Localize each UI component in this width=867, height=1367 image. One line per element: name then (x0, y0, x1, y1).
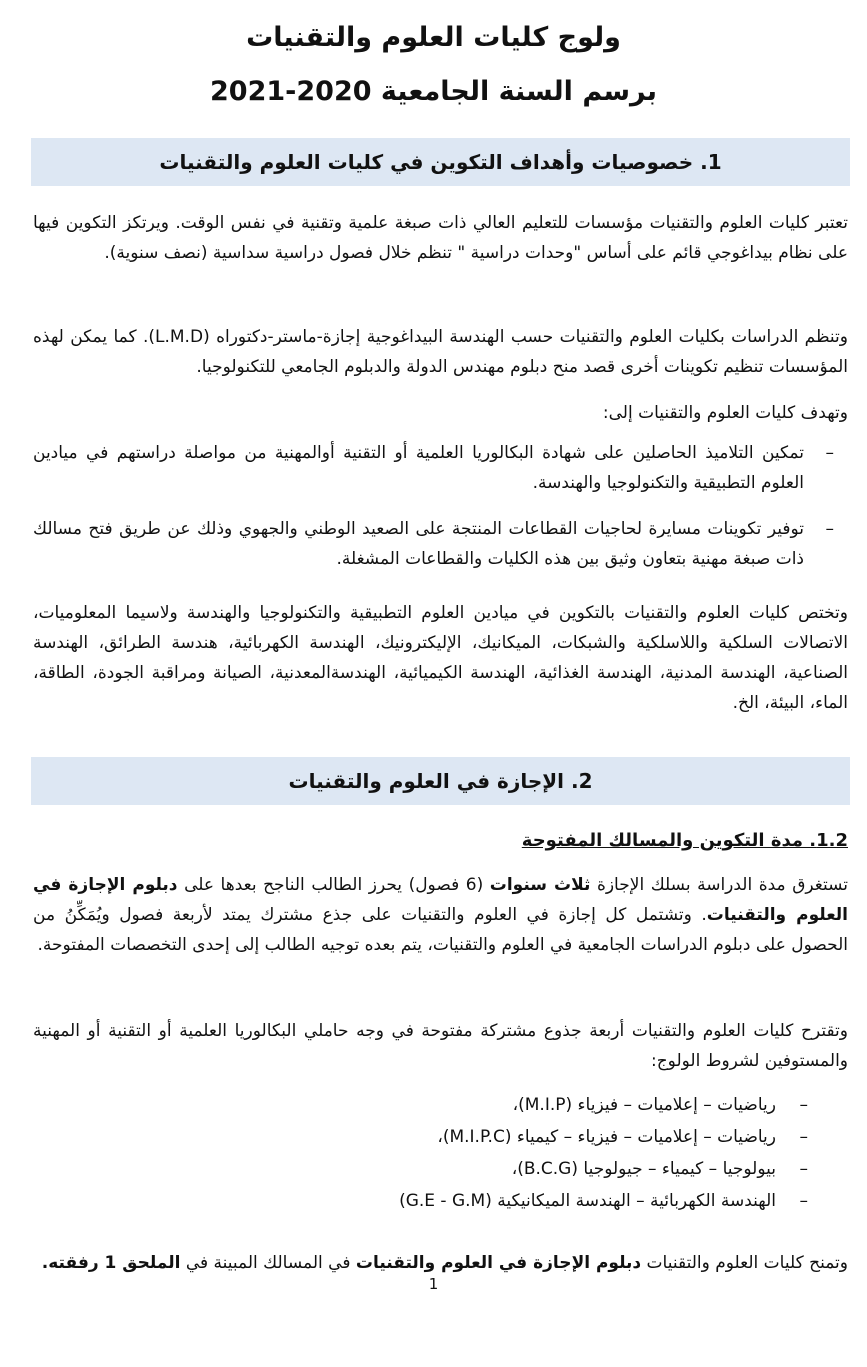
section-2-heading: 2. الإجازة في العلوم والتقنيات (31, 757, 850, 805)
section-2-paragraph-2: وتقترح كليات العلوم والتقنيات أربعة جذوع مشتركة مفتوحة في وجه حاملي البكالوريا العلمية أو التقنية أو المهنية والمستوفين لشروط الولوج: (33, 1021, 848, 1071)
goals-list (33, 438, 848, 590)
goal-text: تمكين التلاميذ الحاصلين على شهادة البكالوريا العلمية أو التقنية أوالمهنية من مواصلة دراستهم في ميادين العلوم التطبيقية والتكنولوجيا والهندسة. (33, 443, 804, 493)
list-item (33, 1186, 848, 1216)
section-1-paragraph-4: وتختص كليات العلوم والتقنيات بالتكوين في ميادين العلوم التطبيقية والتكنولوجيا والهندسة ولاسيما المعلوميات، الاتصالات السلكية واللاسلكية والشبكات، الميكانيك، الإليكترونيك، الهندسة الكهربائية، هندسة الطرائق، الهندسة الصناعية، الهندسة المدنية، الهندسة الغذائية، الهندسة الكيميائية، الهندسةالمعدنية، الصيانة ومراقبة الجودة، الطاقة، الماء، البيئة، الخ. (33, 603, 848, 713)
document-subtitle: برسم السنة الجامعية 2020-2021 (210, 76, 657, 107)
section-1-heading: 1. خصوصيات وأهداف التكوين في كليات العلوم والتقنيات (31, 138, 850, 186)
text-run: (6 فصول) يحرز الطالب الناجح بعدها على (177, 875, 490, 895)
text-run: وتمنح كليات العلوم والتقنيات (641, 1253, 848, 1273)
list-item (33, 438, 848, 498)
dash-bullet: – (825, 519, 834, 539)
track-text: بيولوجيا – كيمياء – جيولوجيا (B.C.G)، (511, 1159, 776, 1179)
track-text: رياضيات – إعلاميات – فيزياء – كيمياء (M.I.P.C)، (437, 1127, 776, 1147)
dash-bullet: – (799, 1127, 808, 1147)
text-run-bold: دبلوم الإجازة في العلوم والتقنيات (355, 1253, 642, 1273)
text-run-bold: الملحق 1 رفقته. (41, 1253, 181, 1273)
document-title: ولوج كليات العلوم والتقنيات (246, 22, 621, 53)
dash-bullet: – (799, 1191, 808, 1211)
list-item (33, 1122, 848, 1152)
page-number: 1 (428, 1275, 439, 1293)
track-text: رياضيات – إعلاميات – فيزياء (M.I.P)، (512, 1095, 776, 1115)
dash-bullet: – (799, 1095, 808, 1115)
section-1-paragraph-1: تعتبر كليات العلوم والتقنيات مؤسسات للتعليم العالي ذات صبغة علمية وتقنية في نفس الوقت. ويرتكز التكوين فيها على نظام بيداغوجي قائم على أساس "وحدات دراسية " تنظم خلال فصول دراسية سداسية (نصف سنوية). (33, 213, 848, 263)
section-2-paragraph-1 (33, 870, 848, 960)
dash-bullet: – (799, 1159, 808, 1179)
text-run-bold: دبلوم الإجازة في العلوم والتقنيات (33, 875, 848, 925)
section-2-paragraph-3 (33, 1248, 848, 1278)
list-item (33, 514, 848, 574)
section-1-paragraph-2: وتنظم الدراسات بكليات العلوم والتقنيات حسب الهندسة البيداغوجية إجازة-ماستر-دكتوراه (L.M.D). كما يمكن لهذه المؤسسات تنظيم تكوينات أخرى قصد منح دبلوم مهندس الدولة والدبلوم الجامعي للتكنولوجيا. (33, 327, 848, 377)
track-text: الهندسة الكهربائية – الهندسة الميكانيكية (G.E - G.M) (399, 1191, 776, 1211)
text-run-bold: ثلاث سنوات (489, 875, 591, 895)
list-item (33, 1090, 848, 1120)
text-run: . وتشتمل كل إجازة في العلوم والتقنيات على جذع مشترك يمتد لأربعة فصول ويُمَكِّنُ من الحصول على دبلوم الدراسات الجامعية في العلوم والتقنيات، يتم بعده توجيه الطالب إلى إحدى التخصصات المفتوحة. (33, 905, 848, 955)
text-run: في المسالك المبينة في (180, 1253, 356, 1273)
subsection-heading-text: 1.2. مدة التكوين والمسالك المفتوحة (521, 830, 848, 851)
subsection-heading (33, 826, 848, 856)
section-1-paragraph-3: وتهدف كليات العلوم والتقنيات إلى: (602, 403, 848, 423)
goal-text: توفير تكوينات مسايرة لحاجيات القطاعات المنتجة على الصعيد الوطني والجهوي وذلك عن طريق فتح مسالك ذات صبغة مهنية بتعاون وثيق بين هذه الكليات والقطاعات المشغلة. (33, 519, 804, 569)
tracks-list (33, 1090, 848, 1218)
list-item (33, 1154, 848, 1184)
text-run: تستغرق مدة الدراسة بسلك الإجازة (590, 875, 848, 895)
dash-bullet: – (825, 443, 834, 463)
